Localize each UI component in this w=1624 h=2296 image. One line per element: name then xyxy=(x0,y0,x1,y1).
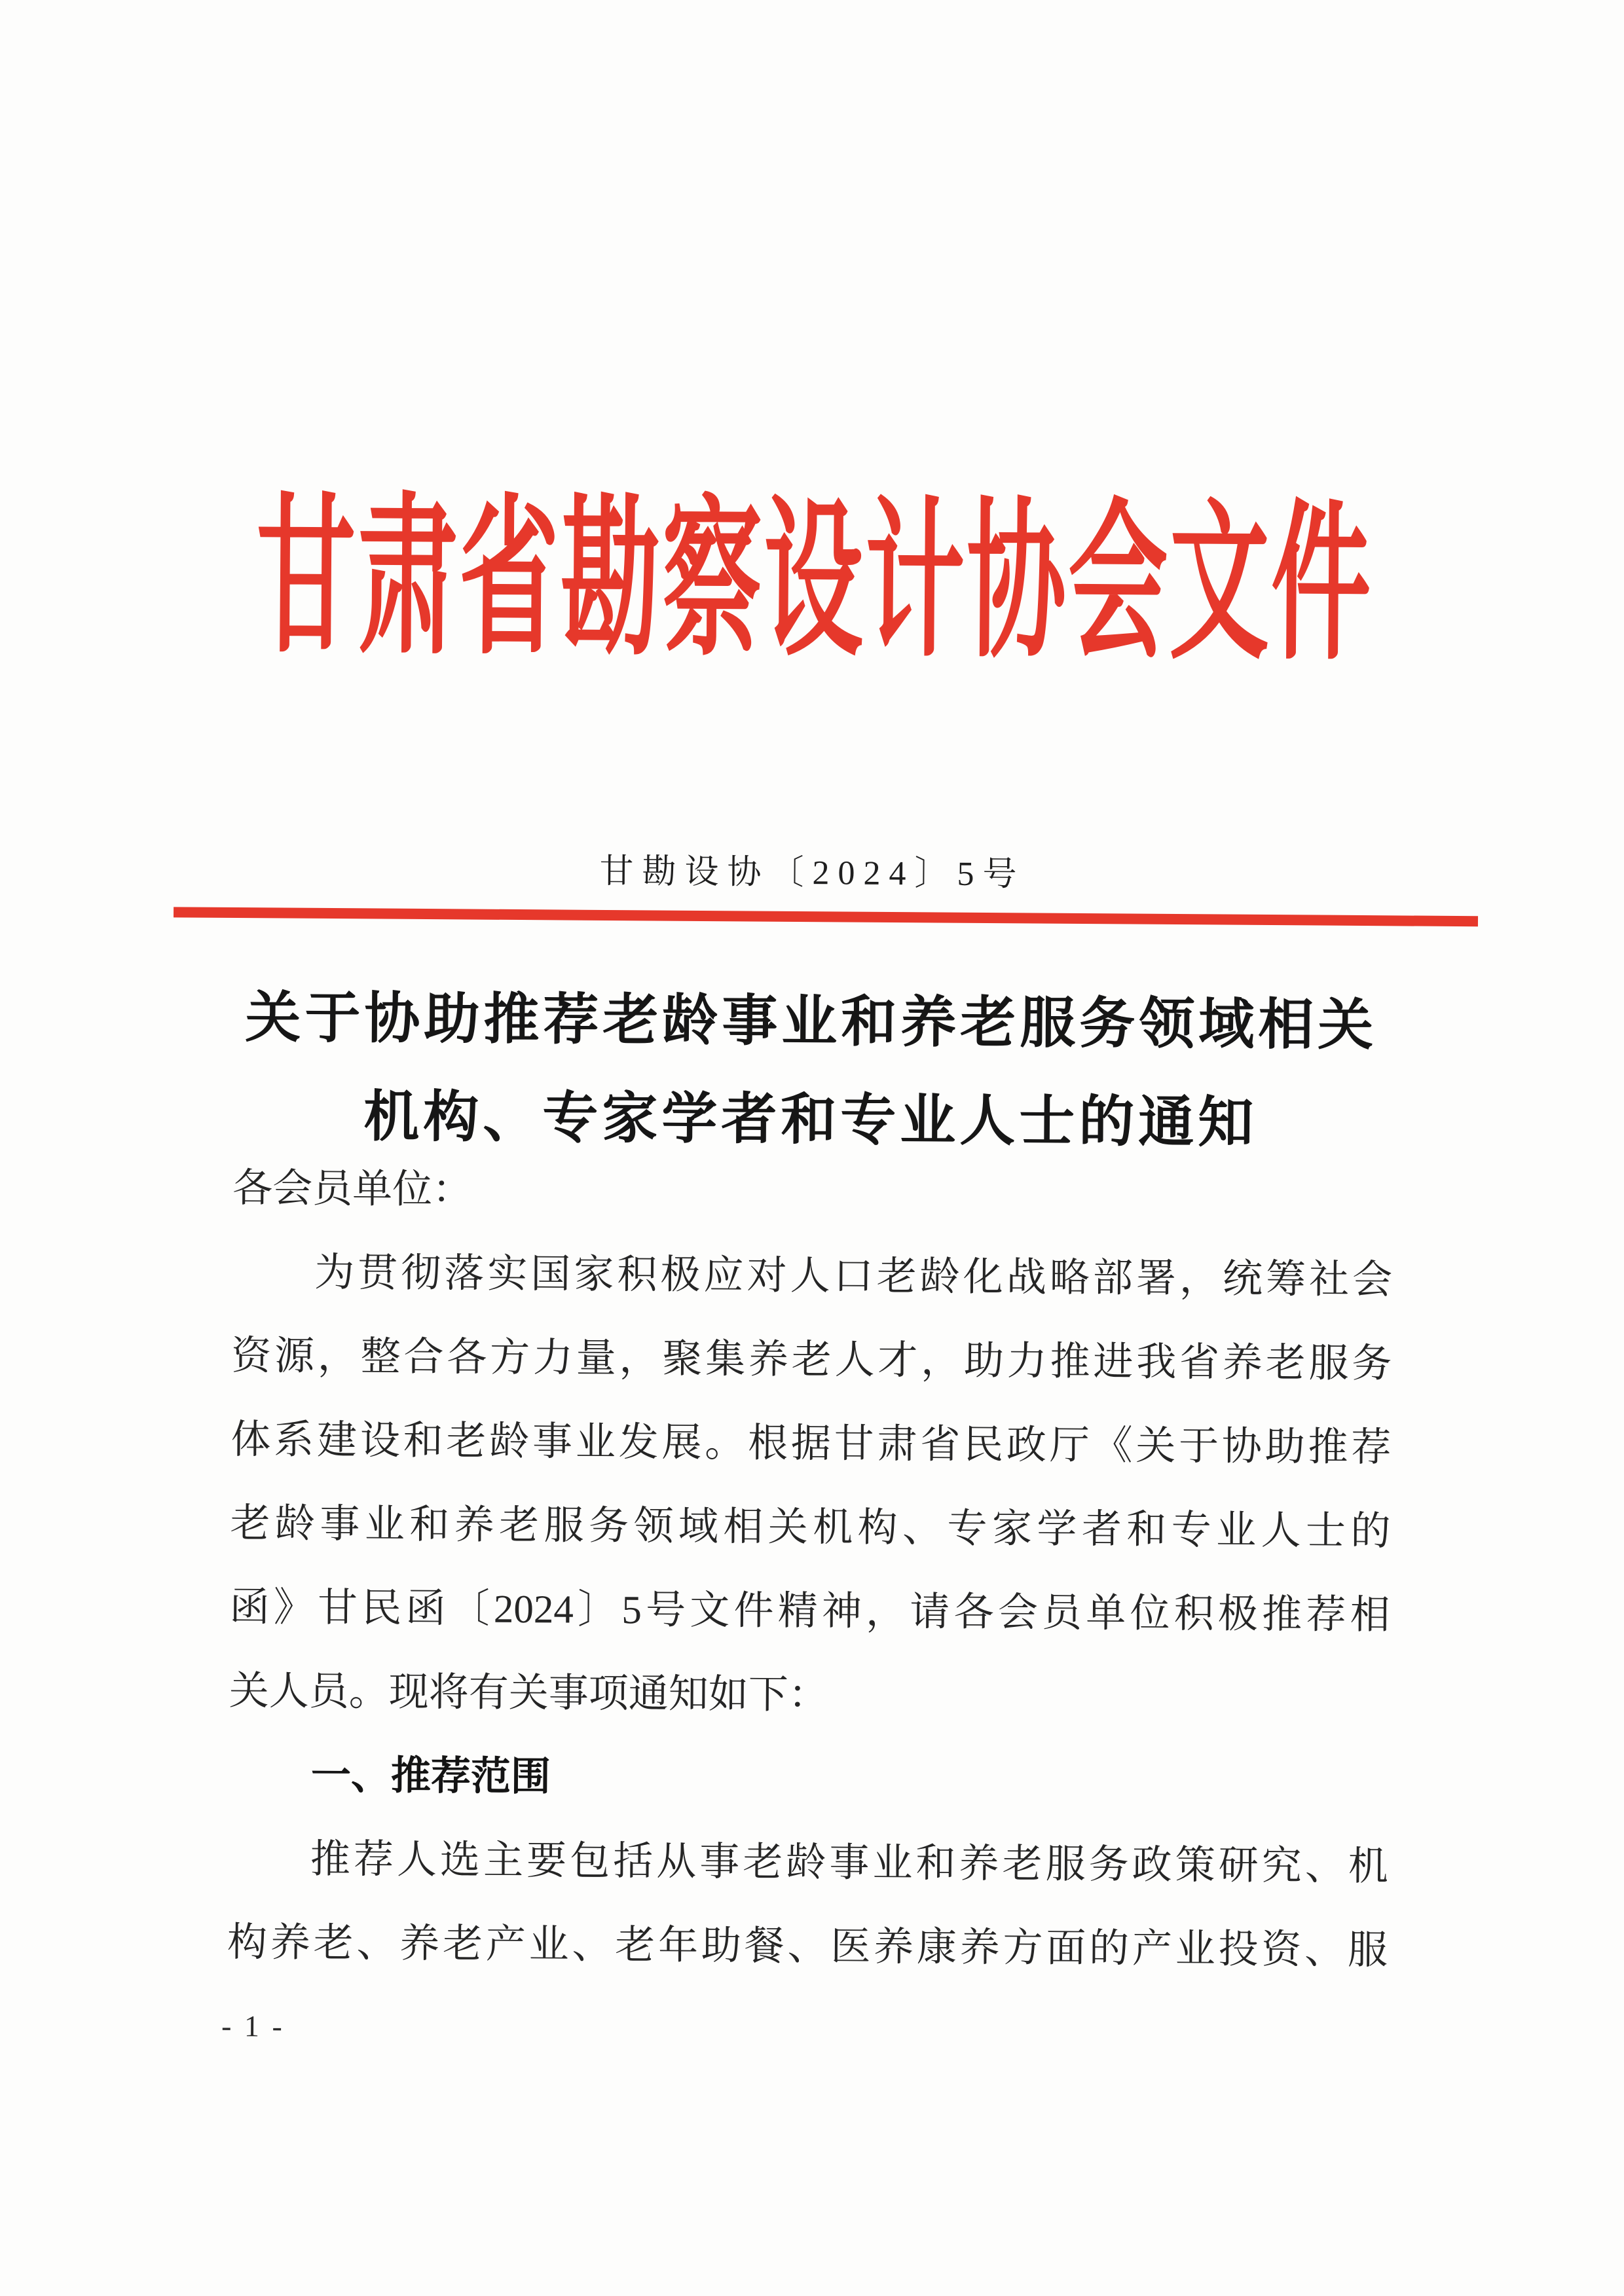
paragraph-2-line-2: 构养老、养老产业、老年助餐、医养康养方面的产业投资、服 xyxy=(227,1920,1388,1973)
red-divider-line xyxy=(174,907,1478,926)
paragraph-1-line-5: 函》甘民函〔2024〕5号文件精神，请各会员单位积极推荐相 xyxy=(229,1585,1390,1638)
paragraph-1-line-1: 为贯彻落实国家积极应对人口老龄化战略部署，统筹社会 xyxy=(314,1250,1393,1303)
notice-title-line-2: 机构、专家学者和专业人士的通知 xyxy=(363,1086,1258,1154)
document-number: 甘勘设协〔2024〕5号 xyxy=(599,852,1025,894)
notice-title xyxy=(0,967,1623,1175)
page-number: - 1 - xyxy=(221,2009,285,2043)
paragraph-1-line-6: 关人员。现将有关事项通知如下： xyxy=(229,1669,828,1718)
section-heading-1: 一、推荐范围 xyxy=(310,1753,551,1800)
paragraph-2-line-1: 推荐人选主要包括从事老龄事业和养老服务政策研究、机 xyxy=(310,1837,1389,1889)
notice-title-line-1: 关于协助推荐老龄事业和养老服务领域相关 xyxy=(245,987,1378,1057)
paragraph-1-line-2: 资源，整合各方力量，聚集养老人才，助力推进我省养老服务 xyxy=(231,1334,1392,1387)
paragraph-1-line-3: 体系建设和老龄事业发展。根据甘肃省民政厅《关于协助推荐 xyxy=(231,1417,1392,1470)
org-header-title: 甘肃省勘察设计协会文件 xyxy=(255,483,1374,681)
document-body xyxy=(227,1147,1393,1993)
salutation: 各会员单位： xyxy=(232,1166,473,1212)
paragraph-1-line-4: 老龄事业和养老服务领域相关机构、专家学者和专业人士的 xyxy=(230,1501,1391,1554)
